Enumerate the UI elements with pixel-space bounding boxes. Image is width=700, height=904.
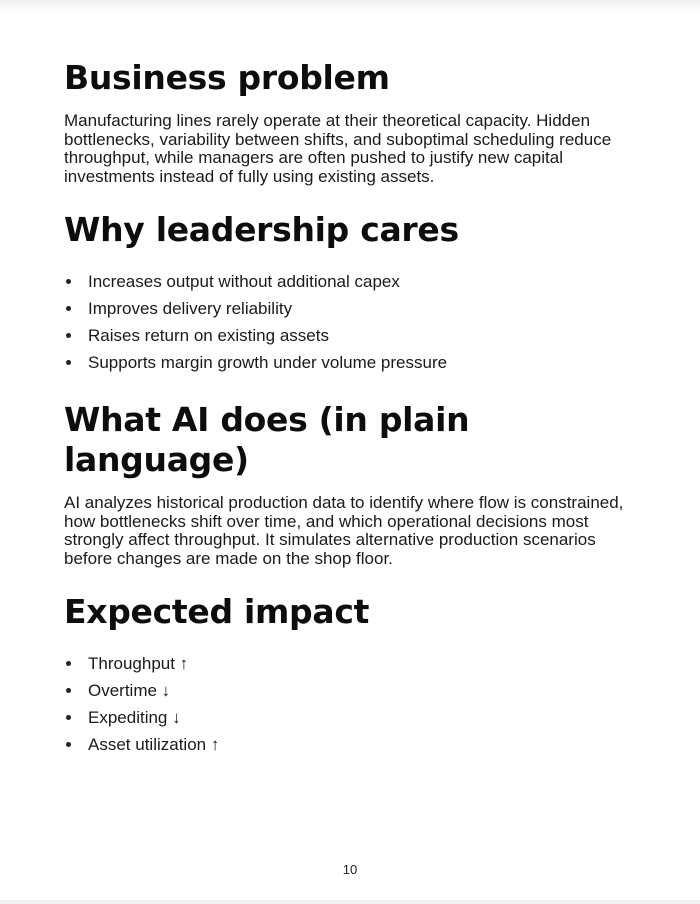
bullet-icon bbox=[66, 688, 71, 693]
list-item bbox=[64, 295, 644, 322]
section-heading: Business problem bbox=[64, 58, 390, 97]
section-heading: Why leadership cares bbox=[64, 210, 459, 249]
bullet-icon bbox=[66, 742, 71, 747]
list-item-text: Increases output without additional capex bbox=[88, 272, 400, 291]
section-what-ai-does bbox=[64, 400, 644, 568]
section-paragraph: Manufacturing lines rarely operate at their theoretical capacity. Hidden bottlenecks, variability between shifts, and suboptimal scheduling reduce throughput, while managers are often pushed to justify new capital investments instead of fully using existing assets. bbox=[64, 111, 612, 186]
section-heading: What AI does (in plain language) bbox=[64, 400, 470, 479]
section-why-leadership-cares bbox=[64, 210, 644, 376]
section-heading: Expected impact bbox=[64, 592, 370, 631]
section-paragraph: AI analyzes historical production data to identify where flow is constrained, how bottlenecks shift over time, and which operational decisions most strongly affect throughput. It simulates alternative production scenarios before changes are made on the shop floor. bbox=[64, 493, 624, 568]
list-item bbox=[64, 677, 644, 704]
list-item bbox=[64, 349, 644, 376]
bullet-icon bbox=[66, 333, 71, 338]
bullet-list bbox=[64, 650, 644, 758]
list-item-text: Improves delivery reliability bbox=[88, 299, 293, 318]
list-item-text: Supports margin growth under volume pressure bbox=[88, 353, 448, 372]
page-top-shadow bbox=[0, 0, 700, 14]
list-item-text: Expediting ↓ bbox=[88, 708, 181, 727]
page-number: 10 bbox=[342, 862, 358, 877]
bullet-icon bbox=[66, 715, 71, 720]
document-page bbox=[64, 58, 644, 758]
list-item bbox=[64, 731, 644, 758]
list-item-text: Asset utilization ↑ bbox=[88, 735, 220, 754]
list-item bbox=[64, 704, 644, 731]
bullet-icon bbox=[66, 306, 71, 311]
bullet-icon bbox=[66, 661, 71, 666]
list-item-text: Throughput ↑ bbox=[88, 654, 189, 673]
bullet-icon bbox=[66, 279, 71, 284]
bullet-icon bbox=[66, 360, 71, 365]
section-business-problem bbox=[64, 58, 644, 186]
page-bottom-edge bbox=[0, 900, 700, 904]
list-item-text: Overtime ↓ bbox=[88, 681, 171, 700]
list-item bbox=[64, 650, 644, 677]
list-item bbox=[64, 268, 644, 295]
section-expected-impact bbox=[64, 592, 644, 758]
list-item-text: Raises return on existing assets bbox=[88, 326, 329, 345]
bullet-list bbox=[64, 268, 644, 376]
list-item bbox=[64, 322, 644, 349]
